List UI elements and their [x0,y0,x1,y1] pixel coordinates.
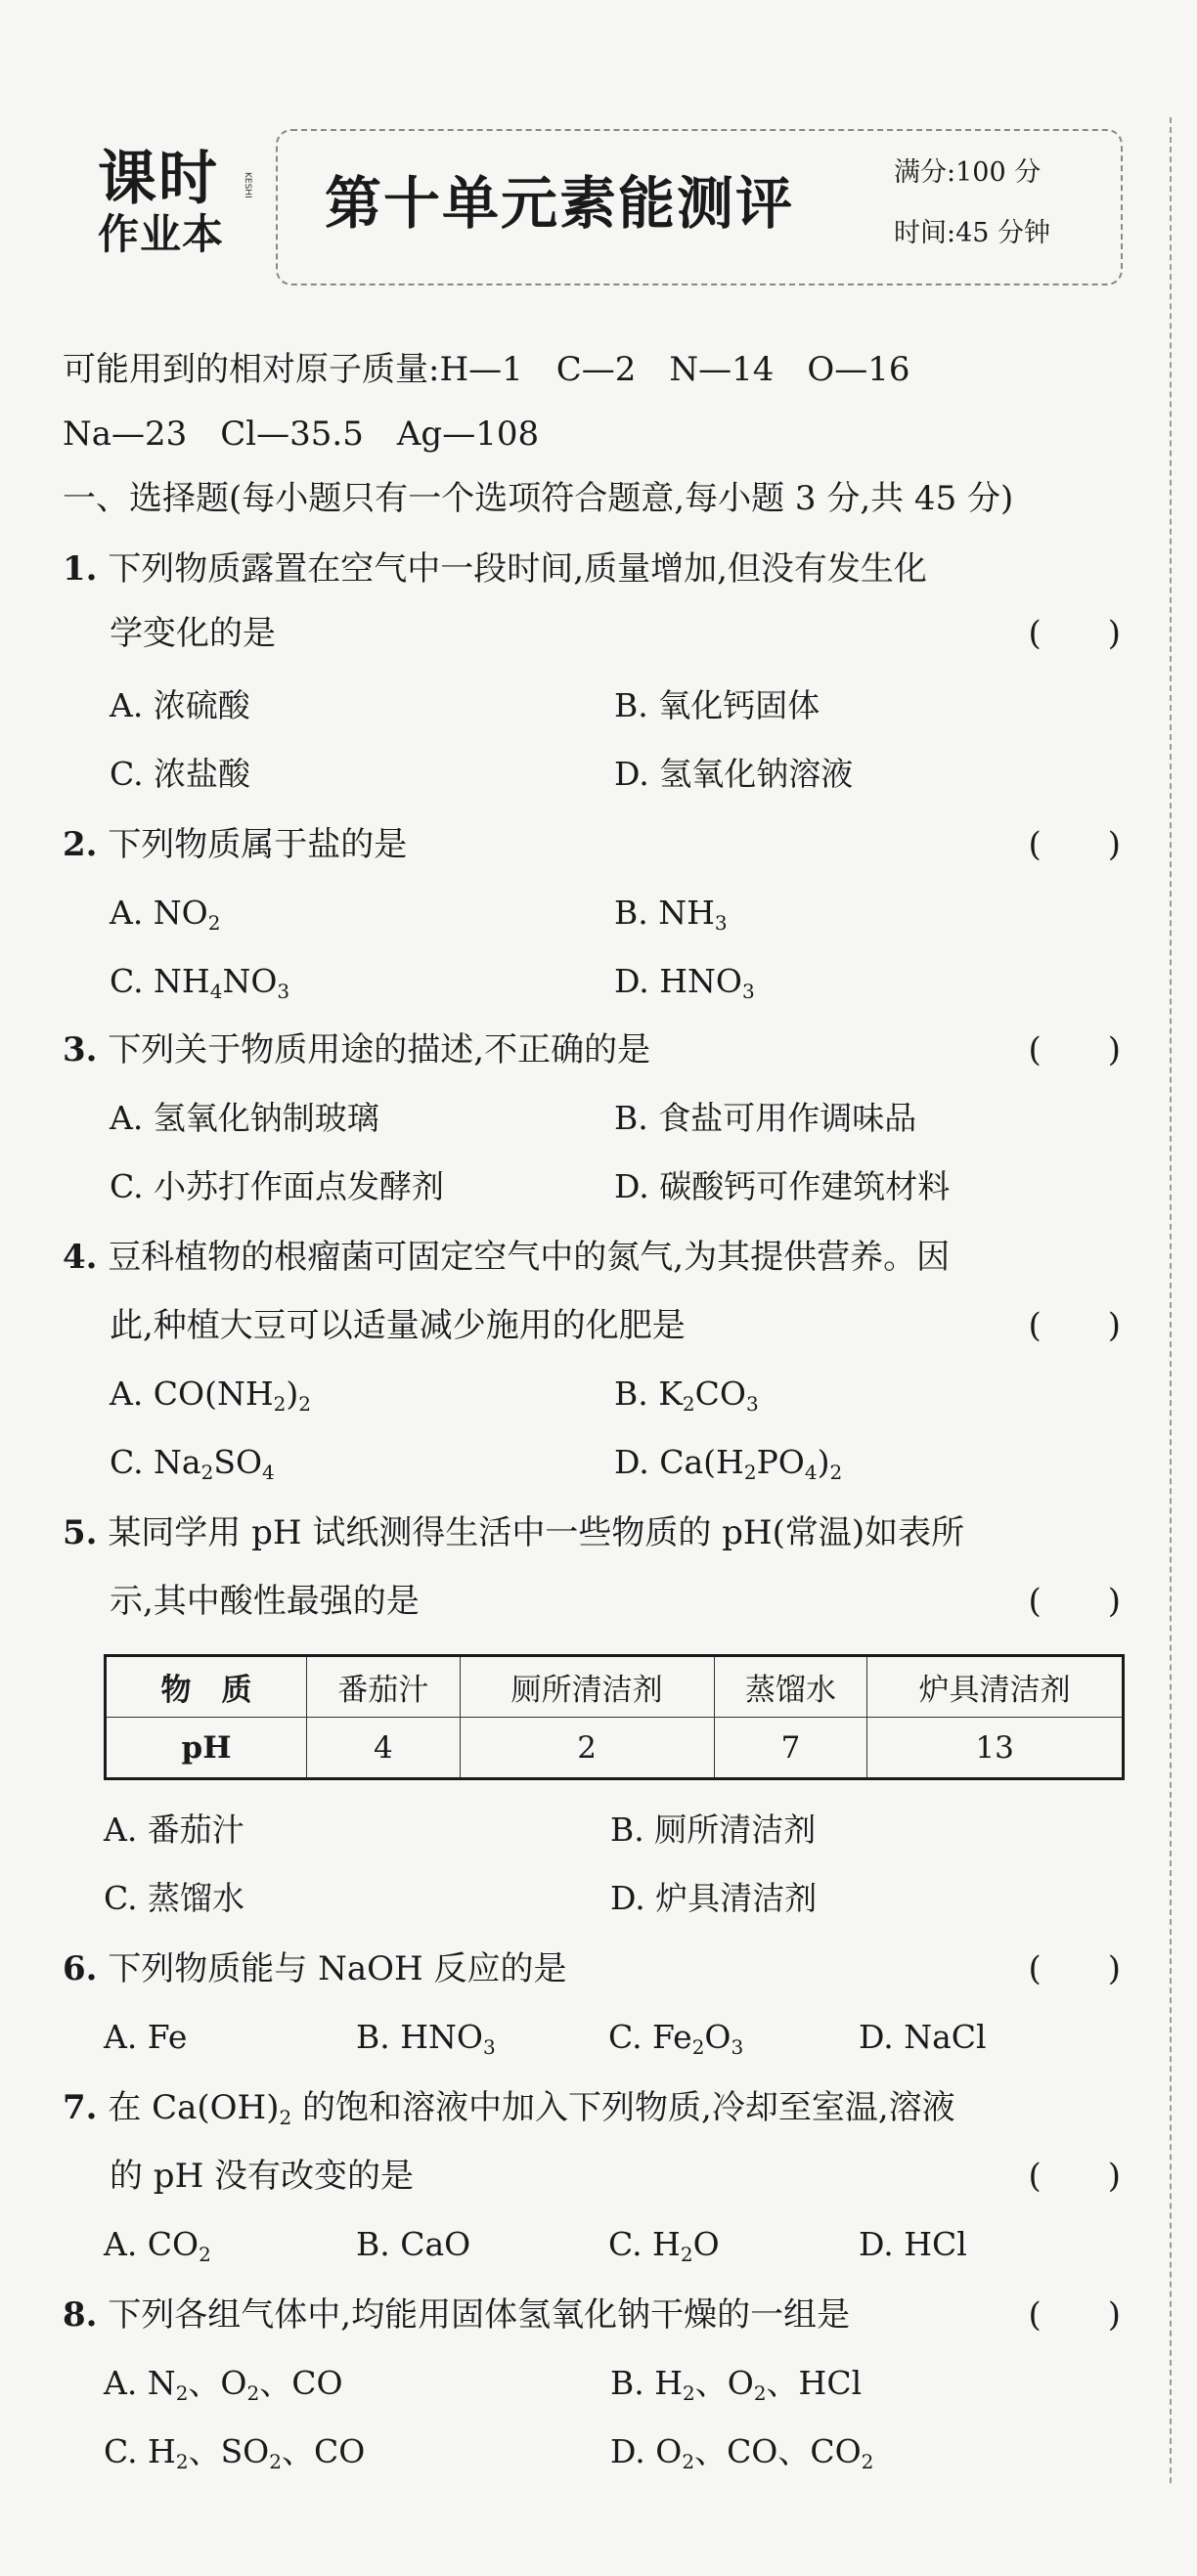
q6-option-c[interactable] [608,2016,743,2069]
q6-option-b[interactable] [356,2016,496,2069]
option-text: C. Na [110,1443,201,1481]
option-text: 、CO [281,2432,366,2470]
subscript: 2 [175,2381,189,2405]
question-2 [63,823,407,866]
subscript: 2 [829,1461,843,1484]
subscript: 2 [683,2381,695,2405]
option-text: CO [694,1375,746,1413]
subscript: 2 [273,1392,287,1416]
question-text: 在 Ca(OH) [108,2088,280,2127]
subscript: 3 [741,980,755,1003]
option-text: B. HNO [356,2018,483,2056]
option-text: C. H [104,2432,176,2470]
subscript: 4 [262,1461,275,1484]
question-text: 下列关于物质用途的描述,不正确的是 [108,1030,651,1070]
q5-option-b[interactable]: B. 厕所清洁剂 [610,1811,817,1849]
subscript: 3 [731,2035,744,2059]
subscript: 2 [680,2243,693,2266]
option-text: D. Ca(H [614,1443,744,1481]
table-cell: 4 [307,1718,461,1779]
q5-option-d[interactable]: D. 炉具清洁剂 [610,1879,818,1917]
question-6 [63,1947,566,1990]
option-text: C. NH [110,962,210,1000]
question-number: 7. [63,2088,98,2127]
q2-option-c[interactable] [110,960,289,1013]
table-cell: 蒸馏水 [714,1656,867,1718]
table-cell: 7 [714,1718,867,1779]
q8-option-c[interactable] [104,2430,365,2483]
question-text: 下列各组气体中,均能用固体氢氧化钠干燥的一组是 [108,2295,851,2335]
table-cell: 13 [867,1718,1124,1779]
subscript: 2 [682,1392,695,1416]
q2-option-b[interactable] [614,892,728,944]
question-7-cont: 的 pH 没有改变的是 [110,2157,415,2196]
question-4-cont: 此,种植大豆可以适量减少施用的化肥是 [110,1306,686,1345]
question-number: 1. [63,549,98,589]
atomic-mass-line-1: 可能用到的相对原子质量:H—1 C—2 N—14 O—16 [63,350,910,389]
subscript: 2 [269,2450,282,2473]
q4-option-b[interactable] [614,1373,759,1425]
option-text: 、O [188,2364,247,2402]
subscript: 2 [207,911,221,935]
subscript: 4 [209,980,223,1003]
option-text: ) [286,1375,299,1413]
option-text: D. O [610,2432,683,2470]
table-header: pH [106,1718,307,1779]
table-header: 物 质 [106,1656,307,1718]
answer-blank[interactable]: ( ) [1028,1949,1121,1988]
q8-option-a[interactable] [104,2362,343,2415]
table-cell: 厕所清洁剂 [460,1656,714,1718]
question-text: 下列物质露置在空气中一段时间,质量增加,但没有发生化 [108,549,927,589]
page-title: 第十单元素能测评 [325,170,795,237]
q6-option-d[interactable]: D. NaCl [859,2018,987,2056]
atomic-mass-line-2: Na—23 Cl—35.5 Ag—108 [63,415,540,454]
q1-option-d[interactable]: D. 氢氧化钠溶液 [614,755,854,793]
q7-option-a[interactable] [104,2223,211,2276]
option-text: A. NO [110,894,208,932]
score-info: 满分:100 分 [894,157,1042,188]
subscript: 2 [682,2450,695,2473]
answer-blank[interactable]: ( ) [1028,1306,1121,1345]
subscript: 2 [743,1461,757,1484]
question-1-cont: 学变化的是 [110,614,276,653]
subscript: 2 [691,2035,705,2059]
subscript: 2 [861,2450,874,2473]
option-text: NO [222,962,278,1000]
brand-bottom-text: 作业本 [98,210,225,258]
subscript: 3 [714,911,728,935]
q3-option-c[interactable]: C. 小苏打作面点发酵剂 [110,1167,445,1205]
q6-option-a[interactable]: A. Fe [104,2018,188,2056]
answer-blank[interactable]: ( ) [1028,614,1121,653]
option-text: 、CO [259,2364,343,2402]
option-text: 、HCl [766,2364,863,2402]
question-1 [63,547,927,590]
subscript: 2 [753,2381,767,2405]
table-cell: 2 [460,1718,714,1779]
q7-option-d[interactable]: D. HCl [859,2225,967,2263]
option-text: PO [756,1443,805,1481]
option-text: 、O [694,2364,754,2402]
q2-option-d[interactable] [614,960,755,1013]
q1-option-c[interactable]: C. 浓盐酸 [110,755,251,793]
subscript: 2 [200,1461,214,1484]
q5-option-a[interactable]: A. 番茄汁 [104,1811,244,1849]
q8-option-d[interactable] [610,2430,873,2483]
subscript: 4 [804,1461,818,1484]
q4-option-a[interactable] [110,1373,311,1425]
q7-option-c[interactable] [608,2223,720,2276]
subscript: 2 [199,2243,211,2266]
q3-option-a[interactable]: A. 氢氧化钠制玻璃 [110,1099,379,1137]
option-text: A. N [104,2364,176,2402]
option-text: SO [213,1443,263,1481]
q8-option-b[interactable] [610,2362,862,2415]
subscript: 2 [175,2450,189,2473]
option-text: B. NH [614,894,715,932]
brand-sub-text: KESHI [243,172,252,198]
q5-option-c[interactable]: C. 蒸馏水 [104,1879,245,1917]
brand-top-text: 课时 [98,145,219,213]
option-text: O [704,2018,732,2056]
title-box [276,129,1123,285]
option-text: O [692,2225,720,2263]
subscript: 2 [298,1392,311,1416]
cut-line [1170,117,1172,2483]
q3-option-b[interactable]: B. 食盐可用作调味品 [614,1099,917,1137]
section-title: 一、选择题(每小题只有一个选项符合题意,每小题 3 分,共 45 分) [63,479,1014,518]
table-cell: 炉具清洁剂 [867,1656,1124,1718]
option-text: B. K [614,1375,683,1413]
brand-logo [98,147,254,258]
question-number: 8. [63,2295,98,2335]
table-cell: 番茄汁 [307,1656,461,1718]
question-number: 6. [63,1949,98,1988]
q3-option-d[interactable]: D. 碳酸钙可作建筑材料 [614,1167,951,1205]
question-number: 4. [63,1238,98,1277]
option-text: A. CO [104,2225,200,2263]
question-number: 3. [63,1030,98,1070]
q1-option-b[interactable]: B. 氧化钙固体 [614,686,820,724]
answer-blank[interactable]: ( ) [1028,2295,1121,2335]
question-5-cont: 示,其中酸性最强的是 [110,1582,420,1621]
subscript: 3 [745,1392,759,1416]
question-4 [63,1236,950,1279]
q4-option-d[interactable] [614,1441,842,1494]
question-8 [63,2293,850,2336]
subscript: 2 [279,2106,292,2129]
subscript: 2 [246,2381,260,2405]
question-text: 下列物质能与 NaOH 反应的是 [108,1949,567,1988]
table-row [106,1718,1124,1779]
option-text: ) [817,1443,830,1481]
answer-blank[interactable]: ( ) [1028,1030,1121,1070]
question-5 [63,1511,964,1554]
question-number: 5. [63,1513,98,1552]
question-text: 豆科植物的根瘤菌可固定空气中的氮气,为其提供营养。因 [108,1238,951,1277]
answer-blank[interactable]: ( ) [1028,825,1121,864]
answer-blank[interactable]: ( ) [1028,2157,1121,2196]
option-text: 、SO [188,2432,270,2470]
time-info: 时间:45 分钟 [894,218,1051,248]
subscript: 3 [277,980,290,1003]
option-text: D. HNO [614,962,742,1000]
question-text: 某同学用 pH 试纸测得生活中一些物质的 pH(常温)如表所 [108,1513,965,1552]
ph-table [104,1654,1125,1780]
question-number: 2. [63,825,98,864]
option-text: C. Fe [608,2018,692,2056]
question-text: 的饱和溶液中加入下列物质,冷却至室温,溶液 [291,2088,955,2127]
option-text: C. H [608,2225,681,2263]
option-text: B. H [610,2364,684,2402]
answer-blank[interactable]: ( ) [1028,1582,1121,1621]
option-text: A. CO(NH [110,1375,274,1413]
q4-option-c[interactable] [110,1441,275,1494]
q7-option-b[interactable]: B. CaO [356,2225,471,2263]
option-text: 、CO、CO [694,2432,862,2470]
question-3 [63,1028,650,1071]
q1-option-a[interactable]: A. 浓硫酸 [110,686,250,724]
q2-option-a[interactable] [110,892,220,944]
subscript: 3 [482,2035,496,2059]
question-text: 下列物质属于盐的是 [108,825,408,864]
table-row [106,1656,1124,1718]
question-7 [63,2086,955,2139]
